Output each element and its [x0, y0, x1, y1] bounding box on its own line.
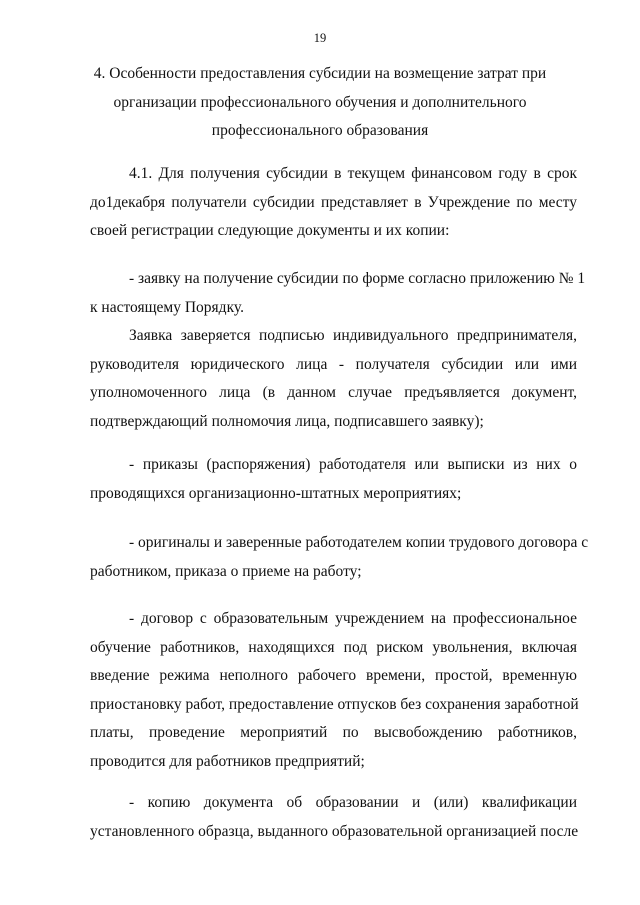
paragraph-line: своей регистрации следующие документы и их копии:: [90, 222, 450, 239]
paragraph-line: 4.1. Для получения субсидии в текущем финансовом году в срок: [129, 165, 577, 182]
list-item-originals: [90, 529, 589, 586]
paragraph-line: уполномоченного лица (в данном случае предъявляется документ,: [90, 384, 577, 401]
heading-line: 4. Особенности предоставления субсидии на возмещение затрат при: [93, 65, 547, 82]
paragraph-line: - договор с образовательным учреждением на профессиональное: [129, 610, 577, 627]
heading-line: профессионального образования: [211, 122, 429, 139]
page-number: 19: [313, 31, 327, 45]
paragraph-line: - приказы (распоряжения) работодателя или выписки из них о: [129, 456, 577, 473]
paragraph-line: платы, проведение мероприятий по высвобождению работников,: [90, 724, 577, 741]
list-item-contract: [90, 605, 577, 776]
heading-line: организации профессионального обучения и дополнительного: [113, 93, 527, 111]
list-item-orders: [90, 451, 577, 508]
paragraph-line: введение режима неполного рабочего времени, простой, временную: [90, 667, 577, 684]
paragraph-line: приостановку работ, предоставление отпусков без сохранения заработной: [90, 695, 579, 713]
paragraph-line: установленного образца, выданного образовательной организацией после: [90, 822, 579, 840]
paragraph-line: руководителя юридического лица - получателя субсидии или ими: [90, 355, 577, 373]
paragraph-line: - оригиналы и заверенные работодателем копии трудового договора с: [129, 534, 589, 551]
paragraph-line: обучение работников, находящихся под риском увольнения, включая: [90, 638, 577, 656]
paragraph-certification: [90, 322, 577, 436]
section-heading: [90, 60, 550, 146]
paragraph-line: до1декабря получатели субсидии представляет в Учреждение по месту: [90, 193, 577, 211]
paragraph-4-1: [90, 160, 577, 246]
paragraph-line: проводящихся организационно-штатных мероприятиях;: [90, 484, 462, 502]
paragraph-line: - копию документа об образовании и (или) квалификации: [129, 794, 577, 811]
paragraph-line: Заявка заверяется подписью индивидуального предпринимателя,: [129, 327, 577, 344]
paragraph-line: подтверждающий полномочия лица, подписавшего заявку);: [90, 412, 484, 430]
paragraph-line: проводится для работников предприятий;: [90, 752, 365, 770]
paragraph-line: - заявку на получение субсидии по форме согласно приложению № 1: [129, 270, 586, 287]
paragraph-line: к настоящему Порядку.: [90, 298, 244, 316]
list-item-education-document: [90, 789, 577, 846]
list-item-application: [90, 265, 586, 322]
paragraph-line: работником, приказа о приеме на работу;: [90, 562, 362, 580]
